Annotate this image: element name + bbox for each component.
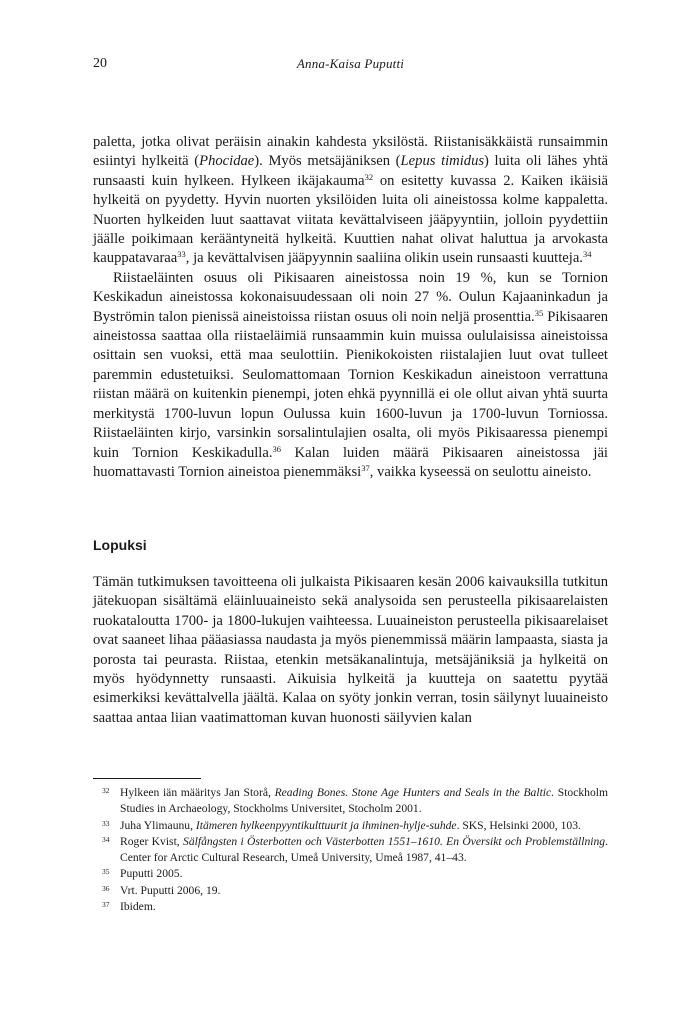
text-run: ). Myös metsäjäniksen ( xyxy=(254,153,401,170)
running-header xyxy=(93,56,608,76)
page-number: 20 xyxy=(93,56,107,71)
text-run: Riistaeläinten osuus oli Pikisaaren aineistossa noin 19 %, kun se Tornion Keskikadun aineistossa kokonaisuudessaan oli noin 27 %. Oulun Kajaaninkadun ja Byströmin talon pienissä aineistoissa riistan osuus oli noin neljä prosenttia. xyxy=(93,269,608,325)
paragraph-1 xyxy=(93,133,608,269)
text-run: Vrt. Puputti 2006, 19. xyxy=(120,883,221,897)
paragraph-3 xyxy=(93,573,608,728)
text-run: Pikisaaren aineistossa saattaa olla riistaeläimiä runsaammin kuin muissa oululaisissa aineistoissa osittain sen vuoksi, että maa seulottiin. Pienikokoisten riistalajien luut ovat tulleet paremmin edustetuiksi. Seulomattomaan Tornion Keskikadun aineistoon verrattuna riistan määrä on kuitenkin pienempi, joten ehkä pyynnillä ei ole ollut aivan yhtä suurta merkitystä 1700-luvun lopun Oulussa kuin 1600-luvun ja 1700-luvun Torniossa. Riistaeläinten kirjo, varsinkin sorsalintulajien osalta, oli myös Pikisaaressa pienempi kuin Tornion Keskikadulla. xyxy=(93,308,608,461)
body-text-bottom xyxy=(93,573,608,728)
italic-term: Lepus timidus xyxy=(400,153,485,170)
footnote xyxy=(93,899,608,915)
section-heading: Lopuksi xyxy=(93,537,147,553)
footnote-number: 34 xyxy=(102,834,110,844)
footnote-number: 36 xyxy=(102,883,110,893)
text-run: ) luita oli lähes yhtä runsaasti kuin hylkeen. Hylkeen ikäjakauma xyxy=(93,153,608,189)
text-run: . Stockholm Studies in Archaeology, Stockholms Universitet, Stocholm 2001. xyxy=(120,786,608,816)
footnote-ref: 37 xyxy=(361,462,370,473)
text-run: . SKS, Helsinki 2000, 103. xyxy=(456,818,581,832)
footnote-rule xyxy=(93,778,201,779)
paragraph-2 xyxy=(93,269,608,482)
text-run: Roger Kvist, xyxy=(120,834,184,848)
text-run: Hylkeen iän määritys Jan Storå, xyxy=(120,786,275,799)
footnotes xyxy=(93,785,608,915)
body-text-top xyxy=(93,133,608,482)
footnote xyxy=(93,866,608,882)
text-run: Juha Ylimaunu, xyxy=(120,818,196,832)
text-run: Tämän tutkimuksen tavoitteena oli julkaista Pikisaaren kesän 2006 kaivauksilla tutkitun jätekuopan sisältämä eläinluuaineisto sekä analysoida sen perusteella pikisaarelaisten ruokataloutta 1700- ja 1800-lukujen vaihteessa. Luuaineiston perusteella pikisaarelaiset ovat saaneet lihaa pääasiassa naudasta ja myös pienemmissä määrin lampaasta, siasta ja porosta tai peurasta. Riistaa, etenkin metsäkanalintuja, metsäjäniksiä ja hylkeitä on myös hyödynnetty runsaasti. Aikuisia hylkeitä ja kuutteja on saatettu pyytää esimerkiksi kevättalvella jäältä. Kalaa on syöty jonkin verran, tosin säilynyt luuaineisto saattaa antaa liian vaatimattoman kuvan huonosti säilyvien kalan xyxy=(93,574,608,726)
footnote-ref: 35 xyxy=(534,307,544,318)
footnote-ref: 32 xyxy=(364,171,374,182)
footnote-ref: 34 xyxy=(582,249,592,260)
running-author: Anna-Kaisa Puputti xyxy=(296,56,405,71)
italic-term: Phocidae xyxy=(199,153,255,170)
footnote-number: 33 xyxy=(102,818,110,828)
footnote-ref: 33 xyxy=(177,249,186,260)
footnote xyxy=(93,785,608,818)
text-run: , ja kevättalvisen jääpyynnin saaliina olikin usein runsaasti kuutteja. xyxy=(185,250,583,267)
footnote-number: 35 xyxy=(102,867,110,877)
footnote-ref: 36 xyxy=(272,443,281,454)
italic-term: Reading Bones. Stone Age Hunters and Seals in the Baltic xyxy=(274,786,552,799)
footnote xyxy=(93,834,608,867)
italic-term: Itämeren hylkeenpyyntikulttuurit ja ihminen-hylje-suhde xyxy=(195,818,457,832)
italic-term: Sälfångsten i Österbotten och Västerbotten 1551–1610. En Översikt och Problemställning xyxy=(183,834,606,848)
text-run: paletta, jotka olivat peräisin ainakin kahdesta yksilöstä. Riistanisäkkäistä runsaimmin esiintyi hylkeitä ( xyxy=(93,134,608,170)
footnote xyxy=(93,818,608,834)
text-run: , vaikka kyseessä on seulottu aineisto. xyxy=(369,463,592,480)
text-run: Kalan luiden määrä Pikisaaren aineistossa jäi huomattavasti Tornion aineistoa pienemmäksi xyxy=(93,444,608,480)
text-run: Ibidem. xyxy=(120,900,156,914)
text-run: Puputti 2005. xyxy=(120,867,183,881)
text-run: on esitetty kuvassa 2. Kaiken ikäisiä hylkeitä on pyydetty. Hyvin nuorten yksilöiden luita oli aineistossa kolme kappaletta. Nuorten hylkeiden luut saattavat viitata kevättalviseen jääpyyntiin, jolloin pyydettiin jäälle poikimaan kerääntyneitä hylkeitä. Kuuttien nahat olivat haluttua ja arvokasta kauppatavaraa xyxy=(93,172,608,267)
text-run: . Center for Arctic Cultural Research, Umeå University, Umeå 1987, 41–43. xyxy=(120,834,609,865)
footnote-number: 37 xyxy=(102,900,110,910)
footnote xyxy=(93,883,608,899)
footnote-number: 32 xyxy=(102,786,110,795)
